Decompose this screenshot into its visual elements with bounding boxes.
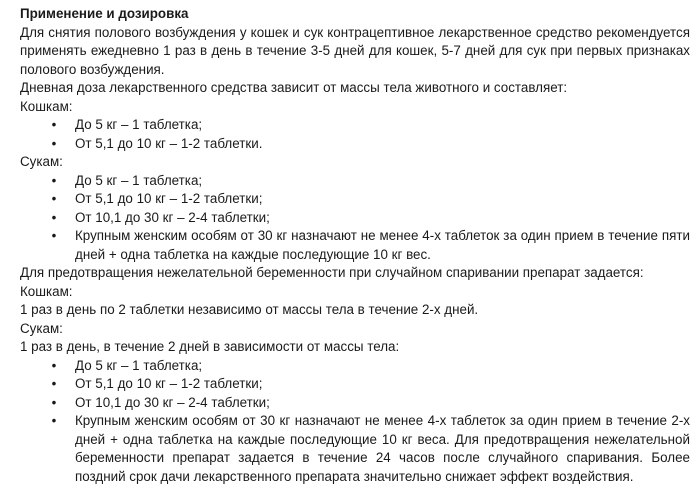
list-item: • До 5 кг – 1 таблетка; bbox=[20, 172, 690, 191]
bullet-icon: • bbox=[51, 209, 57, 225]
bullet-icon: • bbox=[51, 357, 57, 373]
cats-prevention-text: 1 раз в день по 2 таблетки независимо от массы тела в течение 2-х дней. bbox=[20, 302, 479, 317]
cats-label: Кошкам: bbox=[20, 98, 73, 114]
bullet-icon: • bbox=[51, 413, 57, 428]
dogs-label: Сукам: bbox=[20, 154, 63, 169]
cats-label-prevention: Кошкам: bbox=[20, 283, 73, 299]
bullet-icon: • bbox=[51, 228, 57, 243]
bullet-icon: • bbox=[51, 135, 57, 151]
list-item: • От 10,1 до 30 кг – 2-4 таблетки; bbox=[20, 394, 690, 413]
bullet-icon: • bbox=[51, 191, 57, 206]
bullet-icon: • bbox=[51, 394, 57, 410]
list-item: • До 5 кг – 1 таблетка; bbox=[20, 116, 690, 135]
dogs-dose-list bbox=[20, 172, 690, 265]
daily-dose-paragraph: Дневная доза лекарственного средства зависит от массы тела животного и составляет: bbox=[20, 80, 568, 95]
dogs-prevention-text: 1 раз в день, в течение 2 дней в зависимости от массы тела: bbox=[20, 339, 400, 354]
bullet-icon: • bbox=[51, 172, 57, 188]
list-item: • От 10,1 до 30 кг – 2-4 таблетки; bbox=[20, 209, 690, 228]
section-title: Применение и дозировка bbox=[20, 6, 189, 21]
intro-paragraph: Для снятия полового возбуждения у кошек и сук контрацептивное лекарственное средство рекомендуется применять ежедневно 1 раз в день в течение 3-5 дней для кошек, 5-7 дней для сук при первых признаках полового возбуждения. bbox=[20, 24, 690, 77]
prevention-paragraph: Для предотвращения нежелательной беременности при случайном спаривании препарат задается: bbox=[20, 265, 644, 280]
bullet-icon: • bbox=[51, 376, 57, 391]
dogs-prevention-list bbox=[20, 357, 690, 487]
list-item: • Крупным женским особям от 30 кг назначают не менее 4-х таблеток за один прием в течение пяти дней + одна таблетка на каждые последующие 10 кг вес. bbox=[20, 227, 690, 264]
list-item: • От 5,1 до 10 кг – 1-2 таблетки; bbox=[20, 190, 690, 209]
cats-dose-list bbox=[20, 116, 690, 153]
list-item: • Крупным женским особям от 30 кг назначают не менее 4-х таблеток за один прием в течение 2-х дней + одна таблетка на каждые последующие 10 кг веса. Для предотвращения нежелательной беременности препарат задается в течение 24 часов после случайного спаривания. Более поздний срок дачи лекарственного препарата значительно снижает эффект воздействия. bbox=[20, 412, 690, 486]
list-item: • До 5 кг – 1 таблетка; bbox=[20, 357, 690, 376]
dogs-label-prevention: Сукам: bbox=[20, 320, 63, 336]
list-item: • От 5,1 до 10 кг – 1-2 таблетки; bbox=[20, 375, 690, 394]
list-item: • От 5,1 до 10 кг – 1-2 таблетки. bbox=[20, 135, 690, 154]
bullet-icon: • bbox=[51, 117, 57, 132]
